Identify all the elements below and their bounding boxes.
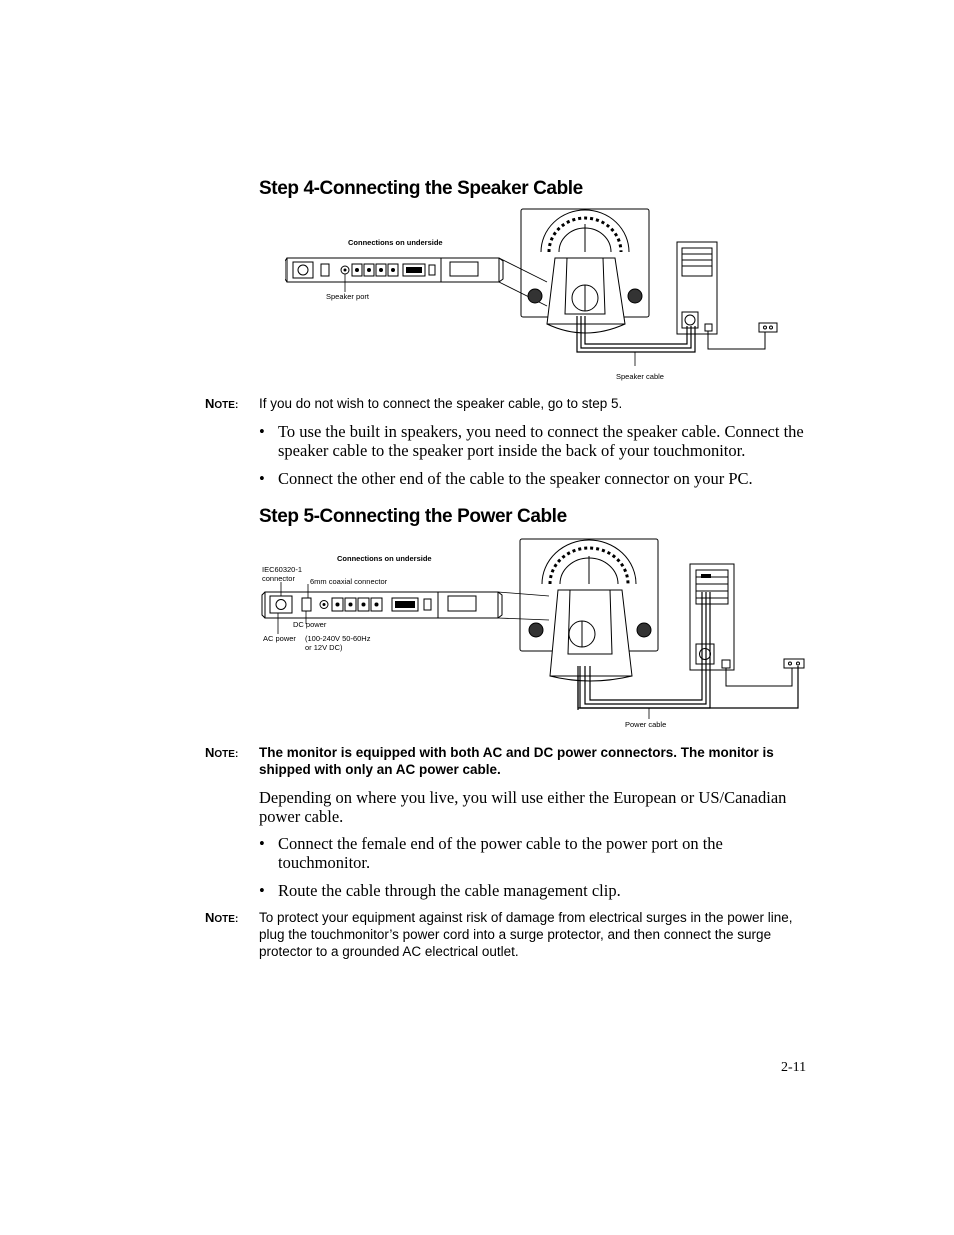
step4-heading: Step 4-Connecting the Speaker Cable [259,178,583,199]
voltage-label: (100-240V 50-60Hz or 12V DC) [305,634,371,652]
speaker-port-label: Speaker port [326,292,369,301]
note-label: NOTE: [205,396,239,411]
connections-caption: Connections on underside [337,554,432,563]
note-text: To protect your equipment against risk of damage from electrical surges in the power line, plug the touchmonitor’s power cord into a surge protector, and then connect the surge protector to a grounded AC electrical outlet. [259,910,793,959]
bullet-item: • To use the built in speakers, you need to connect the speaker cable. Connect the speaker cable to the speaker port inside the back of your touchmonitor. [259,422,838,460]
power-cable-figure [260,536,808,732]
wall-outlet [726,659,804,686]
speaker-cable-figure [285,206,785,386]
coax-connector-label: 6mm coaxial connector [310,577,388,586]
iec-connector-label: IEC60320-1 connector [262,565,303,583]
bullet-item: • Connect the other end of the cable to the speaker connector on your PC. [259,469,838,488]
pc-tower [677,242,717,334]
pc-tower [690,564,734,670]
body-paragraph: Depending on where you live, you will use either the European or US/Canadian power cable. [259,788,787,826]
speaker-cable-label: Speaker cable [616,372,664,381]
note-text: The monitor is equipped with both AC and DC power connectors. The monitor is shipped with only an AC power cable. [259,745,774,777]
dc-power-label: DC power [293,620,327,629]
bullet-item: • Route the cable through the cable management clip. [259,881,838,900]
wall-outlet [708,323,777,349]
step5-heading: Step 5-Connecting the Power Cable [259,506,567,527]
bullet-item: • Connect the female end of the power cable to the power port on the touchmonitor. [259,834,778,872]
connections-caption: Connections on underside [348,238,443,247]
note-label: NOTE: [205,745,239,760]
page-number: 2-11 [781,1060,807,1075]
connector-panel [262,592,502,618]
ac-power-label: AC power [263,634,296,643]
power-cable-label: Power cable [625,720,667,729]
note-text: If you do not wish to connect the speaker cable, go to step 5. [259,396,623,411]
note-label: NOTE: [205,910,239,925]
monitor-back [521,209,649,333]
monitor-back [520,539,658,681]
